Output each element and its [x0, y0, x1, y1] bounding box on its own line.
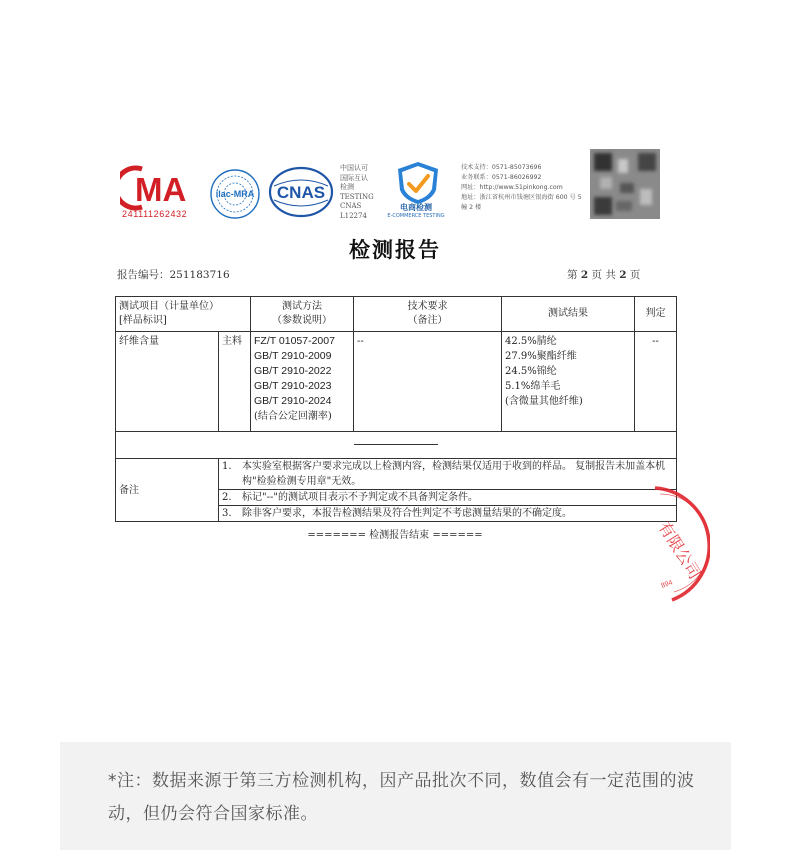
contact-line: 网址：http://www.51pinkong.com: [461, 184, 563, 191]
cell-verdict: --: [635, 332, 677, 432]
divider-line: [354, 444, 438, 445]
report-table: [115, 296, 677, 522]
ilac-mra-logo: [209, 168, 261, 220]
method-line: GB/T 2910-2022: [254, 365, 332, 377]
header-method-line: 测试方法: [282, 301, 322, 312]
ilac-text: ilac-MRA: [215, 189, 255, 199]
footnote-text: *注：数据来源于第三方检测机构，因产品批次不同，数值会有一定范围的波动，但仍会符合国家标准。: [108, 771, 695, 824]
seal-code: 894: [660, 579, 674, 590]
note-number: 2.: [222, 492, 232, 503]
result-line: 5.1%绵羊毛: [505, 381, 561, 392]
header-requirement-line: （备注）: [407, 315, 448, 326]
cnas-text: CNAS: [276, 183, 326, 202]
header-method: [251, 297, 354, 332]
header-item: [116, 297, 251, 332]
note-text: 除非客户要求，本报告检测结果及符合性判定不考虑测量结果的不确定度。: [242, 508, 572, 519]
blurred-qr-code: [590, 149, 660, 219]
method-line: FZ/T 01057-2007: [254, 335, 335, 347]
cell-requirement: --: [354, 332, 502, 432]
cert-line: TESTING: [340, 192, 374, 201]
page-prefix: 第: [567, 269, 578, 281]
seal-text: 有限公司: [654, 518, 705, 583]
cert-line: 中国认可: [340, 164, 368, 172]
notes-row: [116, 459, 677, 522]
contact-line: 幢 2 楼: [461, 204, 482, 211]
note-number: 1.: [222, 461, 232, 472]
ecom-en: E-COMMERCE TESTING: [387, 213, 445, 219]
page-current: 2: [580, 269, 589, 281]
notes-label: 备注: [116, 459, 219, 522]
page-suffix: 页: [629, 269, 641, 281]
cell-results: [502, 332, 635, 432]
method-line: GB/T 2910-2023: [254, 380, 332, 392]
header-verdict: 判定: [635, 297, 677, 332]
header-item-line: 测试项目（计量单位）: [119, 301, 219, 312]
page-mid: 页 共: [591, 269, 616, 281]
header-item-line: [样品标识]: [119, 315, 167, 326]
cert-line: CNAS L12274: [340, 202, 367, 220]
ecommerce-testing-label: [386, 202, 446, 219]
table-row: [116, 332, 677, 432]
cell-item: 纤维含量: [116, 332, 219, 432]
cell-part: 主料: [219, 332, 251, 432]
cell-methods: [251, 332, 354, 432]
method-line: GB/T 2910-2024: [254, 395, 332, 407]
note-number: 3.: [222, 508, 232, 519]
report-title: 检测报告: [349, 237, 441, 262]
table-header-row: [116, 297, 677, 332]
contact-line: 业务联系：0571-86026992: [461, 174, 542, 181]
cert-line: 国际互认: [340, 173, 368, 182]
page-total: 2: [619, 269, 627, 281]
note-text: 本实验室根据客户要求完成以上检测内容，检测结果仅适用于收到的样品。 复制报告未加盖本机构"检验检测专用章"无效。: [242, 461, 666, 487]
result-line: 42.5%腈纶: [505, 336, 557, 347]
header-method-line: （参数说明）: [272, 315, 332, 326]
divider-cell: [116, 432, 677, 459]
report-end-marker: ======= 检测报告结束 ======: [307, 530, 483, 541]
cma-text: MA: [135, 171, 187, 208]
cma-code: 241111262432: [122, 209, 188, 219]
ecom-cn: 电商检测: [400, 203, 432, 212]
method-line: (结合公定回潮率): [254, 411, 332, 422]
divider-row: [116, 432, 677, 459]
cnas-logo: [268, 166, 334, 218]
contact-line: 地址：浙江省杭州市钱塘区银海街 600 号 5: [461, 194, 582, 201]
company-seal-stamp: [600, 480, 710, 610]
report-number: 报告编号：251183716: [117, 269, 230, 281]
note-text: 标记"--"的测试项目表示不予判定或不具备判定条件。: [242, 492, 478, 503]
method-line: GB/T 2910-2009: [254, 350, 332, 362]
contact-line: 技术支持：0571-85073696: [461, 164, 542, 171]
result-line: (含微量其他纤维): [505, 396, 583, 407]
contact-info: [461, 163, 591, 213]
header-result: 测试结果: [502, 297, 635, 332]
result-line: 24.5%锦纶: [505, 366, 557, 377]
cert-line: 检测: [340, 183, 354, 191]
page-indicator: [567, 267, 640, 282]
header-requirement-line: 技术要求: [407, 301, 448, 312]
cert-info: [340, 164, 386, 221]
cma-logo: [120, 163, 202, 219]
header-requirement: [354, 297, 502, 332]
result-line: 27.9%聚酯纤维: [505, 351, 577, 362]
